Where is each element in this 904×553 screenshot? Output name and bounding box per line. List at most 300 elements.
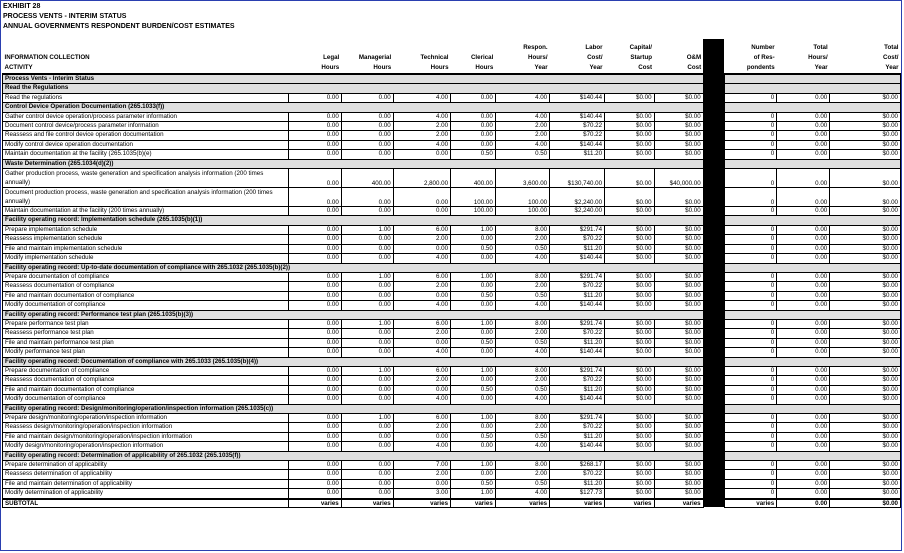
value-cell: 0 — [724, 207, 777, 216]
black-separator — [703, 461, 724, 470]
activity-label: File and maintain design/monitoring/operation/inspection information — [3, 432, 289, 441]
header-col-line: Year — [814, 64, 828, 71]
value-cell: 0.00 — [288, 319, 341, 328]
table-row — [3, 423, 901, 432]
header-col-line: Hours — [373, 64, 392, 71]
activity-label: Reassess performance test plan — [3, 329, 289, 338]
value-cell: 100.00 — [495, 207, 549, 216]
value-cell: 0 — [724, 432, 777, 441]
value-cell: 0.00 — [777, 442, 830, 451]
black-separator — [703, 385, 724, 394]
value-cell: 100.00 — [495, 188, 549, 207]
section-fill — [724, 103, 900, 112]
activity-label: Reassess documentation of compliance — [3, 282, 289, 291]
value-cell: $0.00 — [654, 414, 703, 423]
activity-label: File and maintain documentation of compliance — [3, 291, 289, 300]
value-cell: 0.00 — [341, 112, 393, 121]
value-cell: 0 — [724, 122, 777, 131]
value-cell: $0.00 — [654, 376, 703, 385]
value-cell: 0.50 — [495, 338, 549, 347]
value-cell: 0 — [724, 301, 777, 310]
black-separator — [703, 348, 724, 357]
section-title: Waste Determination (265.1034(d)(2)) — [3, 159, 704, 168]
value-cell: 2,800.00 — [393, 169, 450, 188]
value-cell: 6.00 — [393, 272, 450, 281]
table-row — [3, 376, 901, 385]
value-cell: 0.00 — [341, 301, 393, 310]
black-separator — [703, 140, 724, 149]
value-cell: 0 — [724, 112, 777, 121]
value-cell: $11.20 — [550, 338, 605, 347]
header-activity-line: INFORMATION COLLECTION — [4, 54, 90, 61]
value-cell: $0.00 — [830, 432, 901, 441]
section-fill — [724, 159, 900, 168]
value-cell: 0.00 — [288, 423, 341, 432]
value-cell: 0.50 — [451, 479, 496, 488]
header-col-line: Year — [885, 64, 899, 71]
value-cell: $0.00 — [830, 414, 901, 423]
black-separator — [703, 423, 724, 432]
table-row — [3, 225, 901, 234]
value-cell: 0.00 — [777, 499, 830, 508]
value-cell: 0.00 — [777, 244, 830, 253]
section-title: Control Device Operation Documentation (265.1033(f)) — [3, 103, 704, 112]
value-cell: 0.00 — [777, 376, 830, 385]
value-cell: $0.00 — [605, 169, 654, 188]
value-cell: $0.00 — [654, 131, 703, 140]
value-cell: $0.00 — [830, 93, 901, 102]
table-row — [3, 319, 901, 328]
black-separator — [703, 310, 724, 319]
value-cell: 0 — [724, 319, 777, 328]
value-cell: 2.00 — [495, 131, 549, 140]
header-col-line: Clerical — [470, 54, 494, 61]
value-cell: $0.00 — [654, 244, 703, 253]
header-row — [3, 39, 901, 74]
black-separator — [703, 225, 724, 234]
value-cell: 0.50 — [495, 479, 549, 488]
value-cell: $0.00 — [654, 93, 703, 102]
value-cell: $0.00 — [654, 461, 703, 470]
value-cell: 0.00 — [451, 395, 496, 404]
value-cell: $70.22 — [550, 423, 605, 432]
header-col-line: Technical — [420, 54, 449, 61]
value-cell: $0.00 — [654, 272, 703, 281]
value-cell: 0.00 — [341, 348, 393, 357]
value-cell: $11.20 — [550, 244, 605, 253]
value-cell: 4.00 — [495, 301, 549, 310]
header-col — [654, 39, 703, 74]
value-cell: 0.00 — [288, 272, 341, 281]
value-cell: 1.00 — [341, 319, 393, 328]
activity-label: Modify implementation schedule — [3, 254, 289, 263]
value-cell: $70.22 — [550, 329, 605, 338]
value-cell: 2.00 — [393, 282, 450, 291]
section-row — [3, 451, 901, 460]
value-cell: $140.44 — [550, 301, 605, 310]
header-col-line: Total — [813, 44, 828, 51]
value-cell: 4.00 — [495, 140, 549, 149]
activity-label: Document production process, waste generation and specification analysis information (200 times annually) — [3, 188, 289, 207]
value-cell: 0.00 — [451, 348, 496, 357]
value-cell: $0.00 — [830, 122, 901, 131]
value-cell: 4.00 — [495, 442, 549, 451]
black-separator — [703, 244, 724, 253]
table-row — [3, 131, 901, 140]
header-col-line: Year — [589, 64, 603, 71]
value-cell: 0.00 — [341, 338, 393, 347]
value-cell: $70.22 — [550, 122, 605, 131]
value-cell: 0.00 — [777, 348, 830, 357]
value-cell: 0.00 — [451, 140, 496, 149]
section-fill — [724, 263, 900, 272]
value-cell: 0.00 — [777, 140, 830, 149]
black-separator — [703, 263, 724, 272]
value-cell: $0.00 — [654, 348, 703, 357]
value-cell: 2.00 — [495, 470, 549, 479]
value-cell: 0.00 — [288, 225, 341, 234]
black-separator — [703, 122, 724, 131]
value-cell: $0.00 — [605, 291, 654, 300]
value-cell: varies — [654, 499, 703, 508]
value-cell: 0.00 — [341, 395, 393, 404]
value-cell: 8.00 — [495, 272, 549, 281]
table-row — [3, 348, 901, 357]
value-cell: 0 — [724, 282, 777, 291]
value-cell: 0.00 — [777, 122, 830, 131]
value-cell: $0.00 — [830, 442, 901, 451]
value-cell: $0.00 — [830, 499, 901, 508]
value-cell: $0.00 — [654, 301, 703, 310]
value-cell: 0 — [724, 442, 777, 451]
value-cell: 0.00 — [341, 329, 393, 338]
header-col — [451, 39, 496, 74]
value-cell: $0.00 — [605, 131, 654, 140]
value-cell: 0.00 — [777, 188, 830, 207]
value-cell: 0.00 — [288, 479, 341, 488]
table-row — [3, 207, 901, 216]
value-cell: 0.00 — [341, 385, 393, 394]
value-cell: 0.00 — [777, 93, 830, 102]
value-cell: 0.00 — [777, 319, 830, 328]
section-row — [3, 216, 901, 225]
value-cell: 0.50 — [495, 244, 549, 253]
value-cell: $0.00 — [605, 319, 654, 328]
value-cell: 0.00 — [341, 244, 393, 253]
value-cell: $0.00 — [654, 489, 703, 499]
activity-label: Prepare documentation of compliance — [3, 272, 289, 281]
value-cell: 0.00 — [288, 254, 341, 263]
value-cell: 100.00 — [451, 188, 496, 207]
black-separator — [703, 159, 724, 168]
value-cell: 0.00 — [288, 414, 341, 423]
value-cell: 0.50 — [451, 432, 496, 441]
value-cell: 1.00 — [341, 366, 393, 375]
value-cell: 0.00 — [451, 442, 496, 451]
header-col-line: Hours/ — [808, 54, 828, 61]
value-cell: $291.74 — [550, 272, 605, 281]
activity-label: File and maintain implementation schedule — [3, 244, 289, 253]
value-cell: $0.00 — [605, 150, 654, 159]
value-cell: 4.00 — [393, 140, 450, 149]
value-cell: 0.00 — [451, 329, 496, 338]
value-cell: 0.00 — [777, 254, 830, 263]
value-cell: 4.00 — [495, 93, 549, 102]
value-cell: $0.00 — [605, 414, 654, 423]
value-cell: 4.00 — [495, 489, 549, 499]
value-cell: $0.00 — [605, 329, 654, 338]
value-cell: 0.00 — [777, 329, 830, 338]
value-cell: 0.00 — [341, 489, 393, 499]
value-cell: 0.00 — [288, 291, 341, 300]
table-row — [3, 188, 901, 207]
value-cell: 0 — [724, 225, 777, 234]
header-col-line: Year — [534, 64, 548, 71]
table-row — [3, 112, 901, 121]
value-cell: 0.00 — [341, 291, 393, 300]
value-cell: $0.00 — [830, 169, 901, 188]
value-cell: varies — [288, 499, 341, 508]
value-cell: 0.00 — [341, 93, 393, 102]
value-cell: 0 — [724, 254, 777, 263]
value-cell: 8.00 — [495, 414, 549, 423]
value-cell: $0.00 — [605, 93, 654, 102]
value-cell: $0.00 — [605, 282, 654, 291]
value-cell: 0.00 — [341, 479, 393, 488]
table-row — [3, 479, 901, 488]
activity-label: Maintain documentation at the facility (200 times annually) — [3, 207, 289, 216]
table-row — [3, 470, 901, 479]
value-cell: 1.00 — [451, 272, 496, 281]
value-cell: varies — [724, 499, 777, 508]
activity-label: Modify determination of applicability — [3, 489, 289, 499]
value-cell: $0.00 — [830, 385, 901, 394]
section-row — [3, 404, 901, 413]
value-cell: 0.00 — [393, 188, 450, 207]
value-cell: 4.00 — [495, 112, 549, 121]
value-cell: $0.00 — [654, 442, 703, 451]
value-cell: 0 — [724, 338, 777, 347]
activity-label: SUBTOTAL — [3, 499, 289, 508]
activity-label: Prepare performance test plan — [3, 319, 289, 328]
value-cell: 0.00 — [451, 235, 496, 244]
header-col-line: of Res- — [753, 54, 775, 61]
value-cell: $0.00 — [654, 338, 703, 347]
header-col-line: Total — [884, 44, 899, 51]
value-cell: 0.00 — [288, 301, 341, 310]
table-row — [3, 244, 901, 253]
section-title: Read the Regulations — [3, 84, 704, 93]
section-fill — [724, 310, 900, 319]
value-cell: $0.00 — [605, 348, 654, 357]
value-cell: 0.00 — [777, 479, 830, 488]
value-cell: 8.00 — [495, 319, 549, 328]
value-cell: $140.44 — [550, 254, 605, 263]
value-cell: 0 — [724, 188, 777, 207]
section-title: Process Vents - Interim Status — [3, 74, 704, 84]
value-cell: 0.00 — [341, 376, 393, 385]
value-cell: $2,240.00 — [550, 207, 605, 216]
value-cell: 0.00 — [288, 235, 341, 244]
value-cell: 0.00 — [451, 112, 496, 121]
table-row — [3, 489, 901, 499]
value-cell: $0.00 — [605, 470, 654, 479]
value-cell: $291.74 — [550, 366, 605, 375]
activity-label: Reassess design/monitoring/operation/inspection information — [3, 423, 289, 432]
table-row — [3, 338, 901, 347]
exhibit-subtitle: ANNUAL GOVERNMENTS RESPONDENT BURDEN/COST ESTIMATES — [3, 23, 235, 30]
value-cell: $0.00 — [605, 225, 654, 234]
black-separator — [703, 282, 724, 291]
black-separator — [703, 404, 724, 413]
value-cell: 0.00 — [451, 282, 496, 291]
value-cell: 4.00 — [393, 442, 450, 451]
value-cell: 0.00 — [777, 470, 830, 479]
value-cell: 0.00 — [393, 291, 450, 300]
header-col-line: Respon. — [523, 44, 548, 51]
value-cell: $0.00 — [605, 442, 654, 451]
value-cell: 0.00 — [288, 131, 341, 140]
value-cell: 1.00 — [451, 461, 496, 470]
value-cell: 0 — [724, 366, 777, 375]
value-cell: 0.00 — [341, 131, 393, 140]
section-fill — [724, 451, 900, 460]
value-cell: 0.50 — [451, 385, 496, 394]
section-title: Facility operating record: Performance test plan (265.1035(b)(3)) — [3, 310, 704, 319]
value-cell: $0.00 — [654, 225, 703, 234]
value-cell: 0.00 — [393, 207, 450, 216]
activity-label: Reassess documentation of compliance — [3, 376, 289, 385]
value-cell: $0.00 — [654, 479, 703, 488]
table-row — [3, 442, 901, 451]
value-cell: $0.00 — [605, 272, 654, 281]
black-separator — [703, 254, 724, 263]
value-cell: 2.00 — [393, 131, 450, 140]
value-cell: $0.00 — [605, 207, 654, 216]
header-col-line: Hours/ — [528, 54, 548, 61]
value-cell: $0.00 — [654, 188, 703, 207]
value-cell: 0.00 — [288, 366, 341, 375]
value-cell: $0.00 — [654, 291, 703, 300]
value-cell: 4.00 — [495, 395, 549, 404]
value-cell: 2.00 — [495, 282, 549, 291]
value-cell: 0 — [724, 329, 777, 338]
value-cell: 0 — [724, 93, 777, 102]
header-col-line: Labor — [585, 44, 603, 51]
value-cell: 0.00 — [288, 442, 341, 451]
value-cell: 0 — [724, 348, 777, 357]
header-col-line: Hours — [321, 64, 340, 71]
black-separator — [703, 376, 724, 385]
value-cell: 0 — [724, 479, 777, 488]
value-cell: 0.50 — [495, 150, 549, 159]
value-cell: $291.74 — [550, 225, 605, 234]
value-cell: $0.00 — [830, 150, 901, 159]
section-row — [3, 74, 901, 84]
section-title: Facility operating record: Design/monitoring/operation/inspection information (265.1035(c)) — [3, 404, 704, 413]
black-separator — [703, 235, 724, 244]
value-cell: $268.17 — [550, 461, 605, 470]
value-cell: 0.00 — [341, 442, 393, 451]
activity-label: Read the regulations — [3, 93, 289, 102]
value-cell: $0.00 — [654, 395, 703, 404]
activity-label: Gather control device operation/process parameter information — [3, 112, 289, 121]
value-cell: $0.00 — [830, 235, 901, 244]
value-cell: $0.00 — [654, 207, 703, 216]
header-col-line: Cost — [687, 64, 702, 71]
value-cell: 100.00 — [451, 207, 496, 216]
black-separator — [703, 39, 724, 74]
value-cell: 0.00 — [288, 461, 341, 470]
value-cell: $0.00 — [830, 272, 901, 281]
black-separator — [703, 207, 724, 216]
value-cell: 1.00 — [451, 366, 496, 375]
value-cell: $0.00 — [830, 376, 901, 385]
value-cell: $0.00 — [605, 338, 654, 347]
black-separator — [703, 442, 724, 451]
value-cell: 0.00 — [341, 122, 393, 131]
value-cell: 0.00 — [777, 169, 830, 188]
value-cell: $70.22 — [550, 470, 605, 479]
activity-label: Prepare design/monitoring/operation/inspection information — [3, 414, 289, 423]
value-cell: $0.00 — [830, 348, 901, 357]
value-cell: $291.74 — [550, 319, 605, 328]
value-cell: $0.00 — [830, 188, 901, 207]
value-cell: $0.00 — [654, 423, 703, 432]
value-cell: 0.00 — [777, 385, 830, 394]
value-cell: 0.00 — [288, 282, 341, 291]
black-separator — [703, 93, 724, 102]
value-cell: $0.00 — [830, 461, 901, 470]
section-fill — [724, 74, 900, 84]
value-cell: 1.00 — [341, 272, 393, 281]
black-separator — [703, 131, 724, 140]
section-row — [3, 357, 901, 366]
value-cell: $0.00 — [605, 461, 654, 470]
value-cell: 0.00 — [288, 338, 341, 347]
table-row — [3, 140, 901, 149]
black-separator — [703, 272, 724, 281]
value-cell: 0.00 — [288, 207, 341, 216]
value-cell: 0.00 — [777, 338, 830, 347]
value-cell: 0.00 — [341, 423, 393, 432]
value-cell: 0.00 — [288, 489, 341, 499]
value-cell: 6.00 — [393, 319, 450, 328]
value-cell: $140.44 — [550, 395, 605, 404]
value-cell: 0.00 — [777, 150, 830, 159]
value-cell: $140.44 — [550, 93, 605, 102]
exhibit-title: PROCESS VENTS - INTERIM STATUS — [3, 13, 127, 20]
value-cell: 0.50 — [451, 150, 496, 159]
header-col-line: Cost/ — [587, 54, 603, 61]
value-cell: 6.00 — [393, 366, 450, 375]
value-cell: $0.00 — [605, 112, 654, 121]
value-cell: $0.00 — [830, 291, 901, 300]
table-row — [3, 282, 901, 291]
value-cell: 0.00 — [341, 235, 393, 244]
value-cell: 0.00 — [341, 140, 393, 149]
activity-label: Prepare implementation schedule — [3, 225, 289, 234]
value-cell: 0.00 — [288, 385, 341, 394]
value-cell: 1.00 — [451, 225, 496, 234]
value-cell: 0.00 — [341, 461, 393, 470]
value-cell: $0.00 — [830, 207, 901, 216]
value-cell: 0 — [724, 235, 777, 244]
header-col-line: pondents — [746, 64, 775, 71]
header-col-line: Legal — [323, 54, 340, 61]
value-cell: $0.00 — [654, 432, 703, 441]
value-cell: 0.00 — [288, 140, 341, 149]
